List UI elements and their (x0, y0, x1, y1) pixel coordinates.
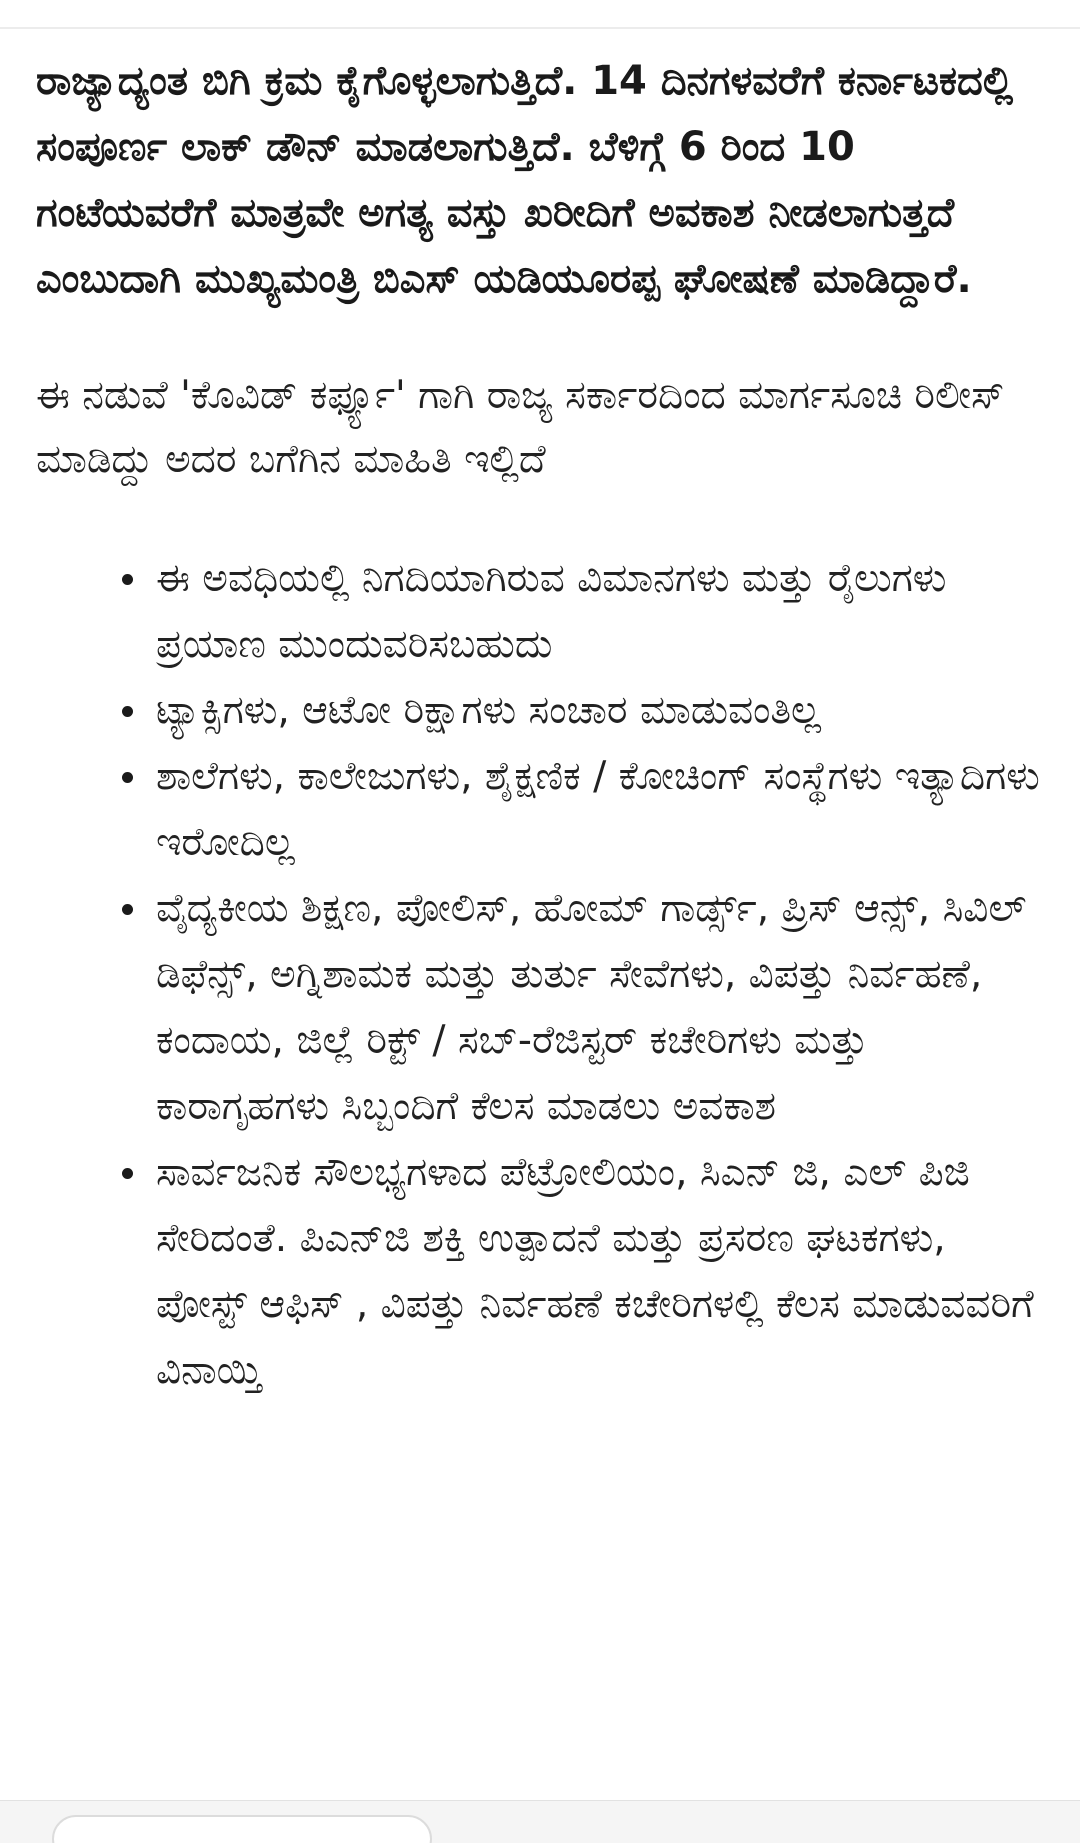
article-intro-paragraph: ಈ ನಡುವೆ 'ಕೊವಿಡ್ ಕರ್ಫ್ಯೂ' ಗಾಗಿ ರಾಜ್ಯ ಸರ್ಕಾರದಿಂದ ಮಾರ್ಗಸೂಚಿ ರಿಲೀಸ್ ಮಾಡಿದ್ದು ಅದರ ಬಗೆಗಿನ ಮಾಹಿತಿ ಇಲ್ಲಿದೆ (36, 373, 1005, 482)
bullet-icon (122, 904, 133, 915)
bottom-navigation-bar (0, 1800, 1080, 1843)
bullet-icon (122, 706, 133, 717)
list-item-text: ಈ ಅವಧಿಯಲ್ಲಿ ನಿಗದಿಯಾಗಿರುವ ವಿಮಾನಗಳು ಮತ್ತು ರೈಲುಗಳು ಪ್ರಯಾಣ ಮುಂದುವರಿಸಬಹುದು (156, 556, 947, 667)
bottom-toolbar-pill[interactable] (52, 1815, 432, 1843)
list-item (156, 678, 1046, 744)
bullet-icon (122, 1168, 133, 1179)
list-item-text: ಸಾರ್ವಜನಿಕ ಸೌಲಭ್ಯಗಳಾದ ಪೆಟ್ರೋಲಿಯಂ, ಸಿಎನ್ ಜಿ, ಎಲ್ ಪಿಜಿ ಸೇರಿದಂತೆ. ಪಿಎನ್‌ಜಿ ಶಕ್ತಿ ಉತ್ಪಾದನೆ ಮತ್ತು ಪ್ರಸರಣ ಘಟಕಗಳು, ಪೋಸ್ಟ್ ಆಫಿಸ್ , ವಿಪತ್ತು ನಿರ್ವಹಣೆ ಕಚೇರಿಗಳಲ್ಲಿ ಕೆಲಸ ಮಾಡುವವರಿಗೆ ವಿನಾಯ್ತಿ (156, 1150, 1034, 1393)
list-item (156, 1140, 1046, 1404)
bullet-icon (122, 574, 133, 585)
list-item-text: ವೈದ್ಯಕೀಯ ಶಿಕ್ಷಣ, ಪೋಲಿಸ್, ಹೋಮ್ ಗಾರ್ಡ್ಸ್, ಪ್ರಿಸ್ ಆನ್ಸ್, ಸಿವಿಲ್ ಡಿಫೆನ್ಸ್, ಅಗ್ನಿಶಾಮಕ ಮತ್ತು ತುರ್ತು ಸೇವೆಗಳು, ವಿಪತ್ತು ನಿರ್ವಹಣೆ, ಕಂದಾಯ, ಜಿಲ್ಲೆ ರಿಕ್ಟ್ / ಸಬ್-ರೆಜಿಸ್ಟರ್ ಕಚೇರಿಗಳು ಮತ್ತು ಕಾರಾಗೃಹಗಳು ಸಿಬ್ಬಂದಿಗೆ ಕೆಲಸ ಮಾಡಲು ಅವಕಾಶ (156, 886, 1027, 1129)
article-lead-paragraph: ರಾಜ್ಯಾದ್ಯಂತ ಬಿಗಿ ಕ್ರಮ ಕೈಗೊಳ್ಳಲಾಗುತ್ತಿದೆ. 14 ದಿನಗಳವರೆಗೆ ಕರ್ನಾಟಕದಲ್ಲಿ ಸಂಪೂರ್ಣ ಲಾಕ್ ಡೌನ್ ಮಾಡಲಾಗುತ್ತಿದೆ. ಬೆಳಿಗ್ಗೆ 6 ರಿಂದ 10 ಗಂಟೆಯವರೆಗೆ ಮಾತ್ರವೇ ಅಗತ್ಯ ವಸ್ತು ಖರೀದಿಗೆ ಅವಕಾಶ ನೀಡಲಾಗುತ್ತದೆ ಎಂಬುದಾಗಿ ಮುಖ್ಯಮಂತ್ರಿ ಬಿಎಸ್ ಯಡಿಯೂರಪ್ಪ ಘೋಷಣೆ ಮಾಡಿದ್ದಾರೆ. (36, 58, 1014, 302)
article-body (36, 48, 1046, 1404)
bullet-icon (122, 772, 133, 783)
guidelines-list (36, 546, 1046, 1404)
list-item-text: ಶಾಲೆಗಳು, ಕಾಲೇಜುಗಳು, ಶೈಕ್ಷಣಿಕ / ಕೋಚಿಂಗ್ ಸಂಸ್ಥೆಗಳು ಇತ್ಯಾದಿಗಳು ಇರೋದಿಲ್ಲ (156, 754, 1040, 865)
top-divider (0, 27, 1080, 29)
list-item (156, 876, 1046, 1140)
list-item (156, 744, 1046, 876)
list-item-text: ಟ್ಯಾಕ್ಸಿಗಳು, ಆಟೋ ರಿಕ್ಷಾಗಳು ಸಂಚಾರ ಮಾಡುವಂತಿಲ್ಲ (156, 688, 821, 733)
list-item (156, 546, 1046, 678)
